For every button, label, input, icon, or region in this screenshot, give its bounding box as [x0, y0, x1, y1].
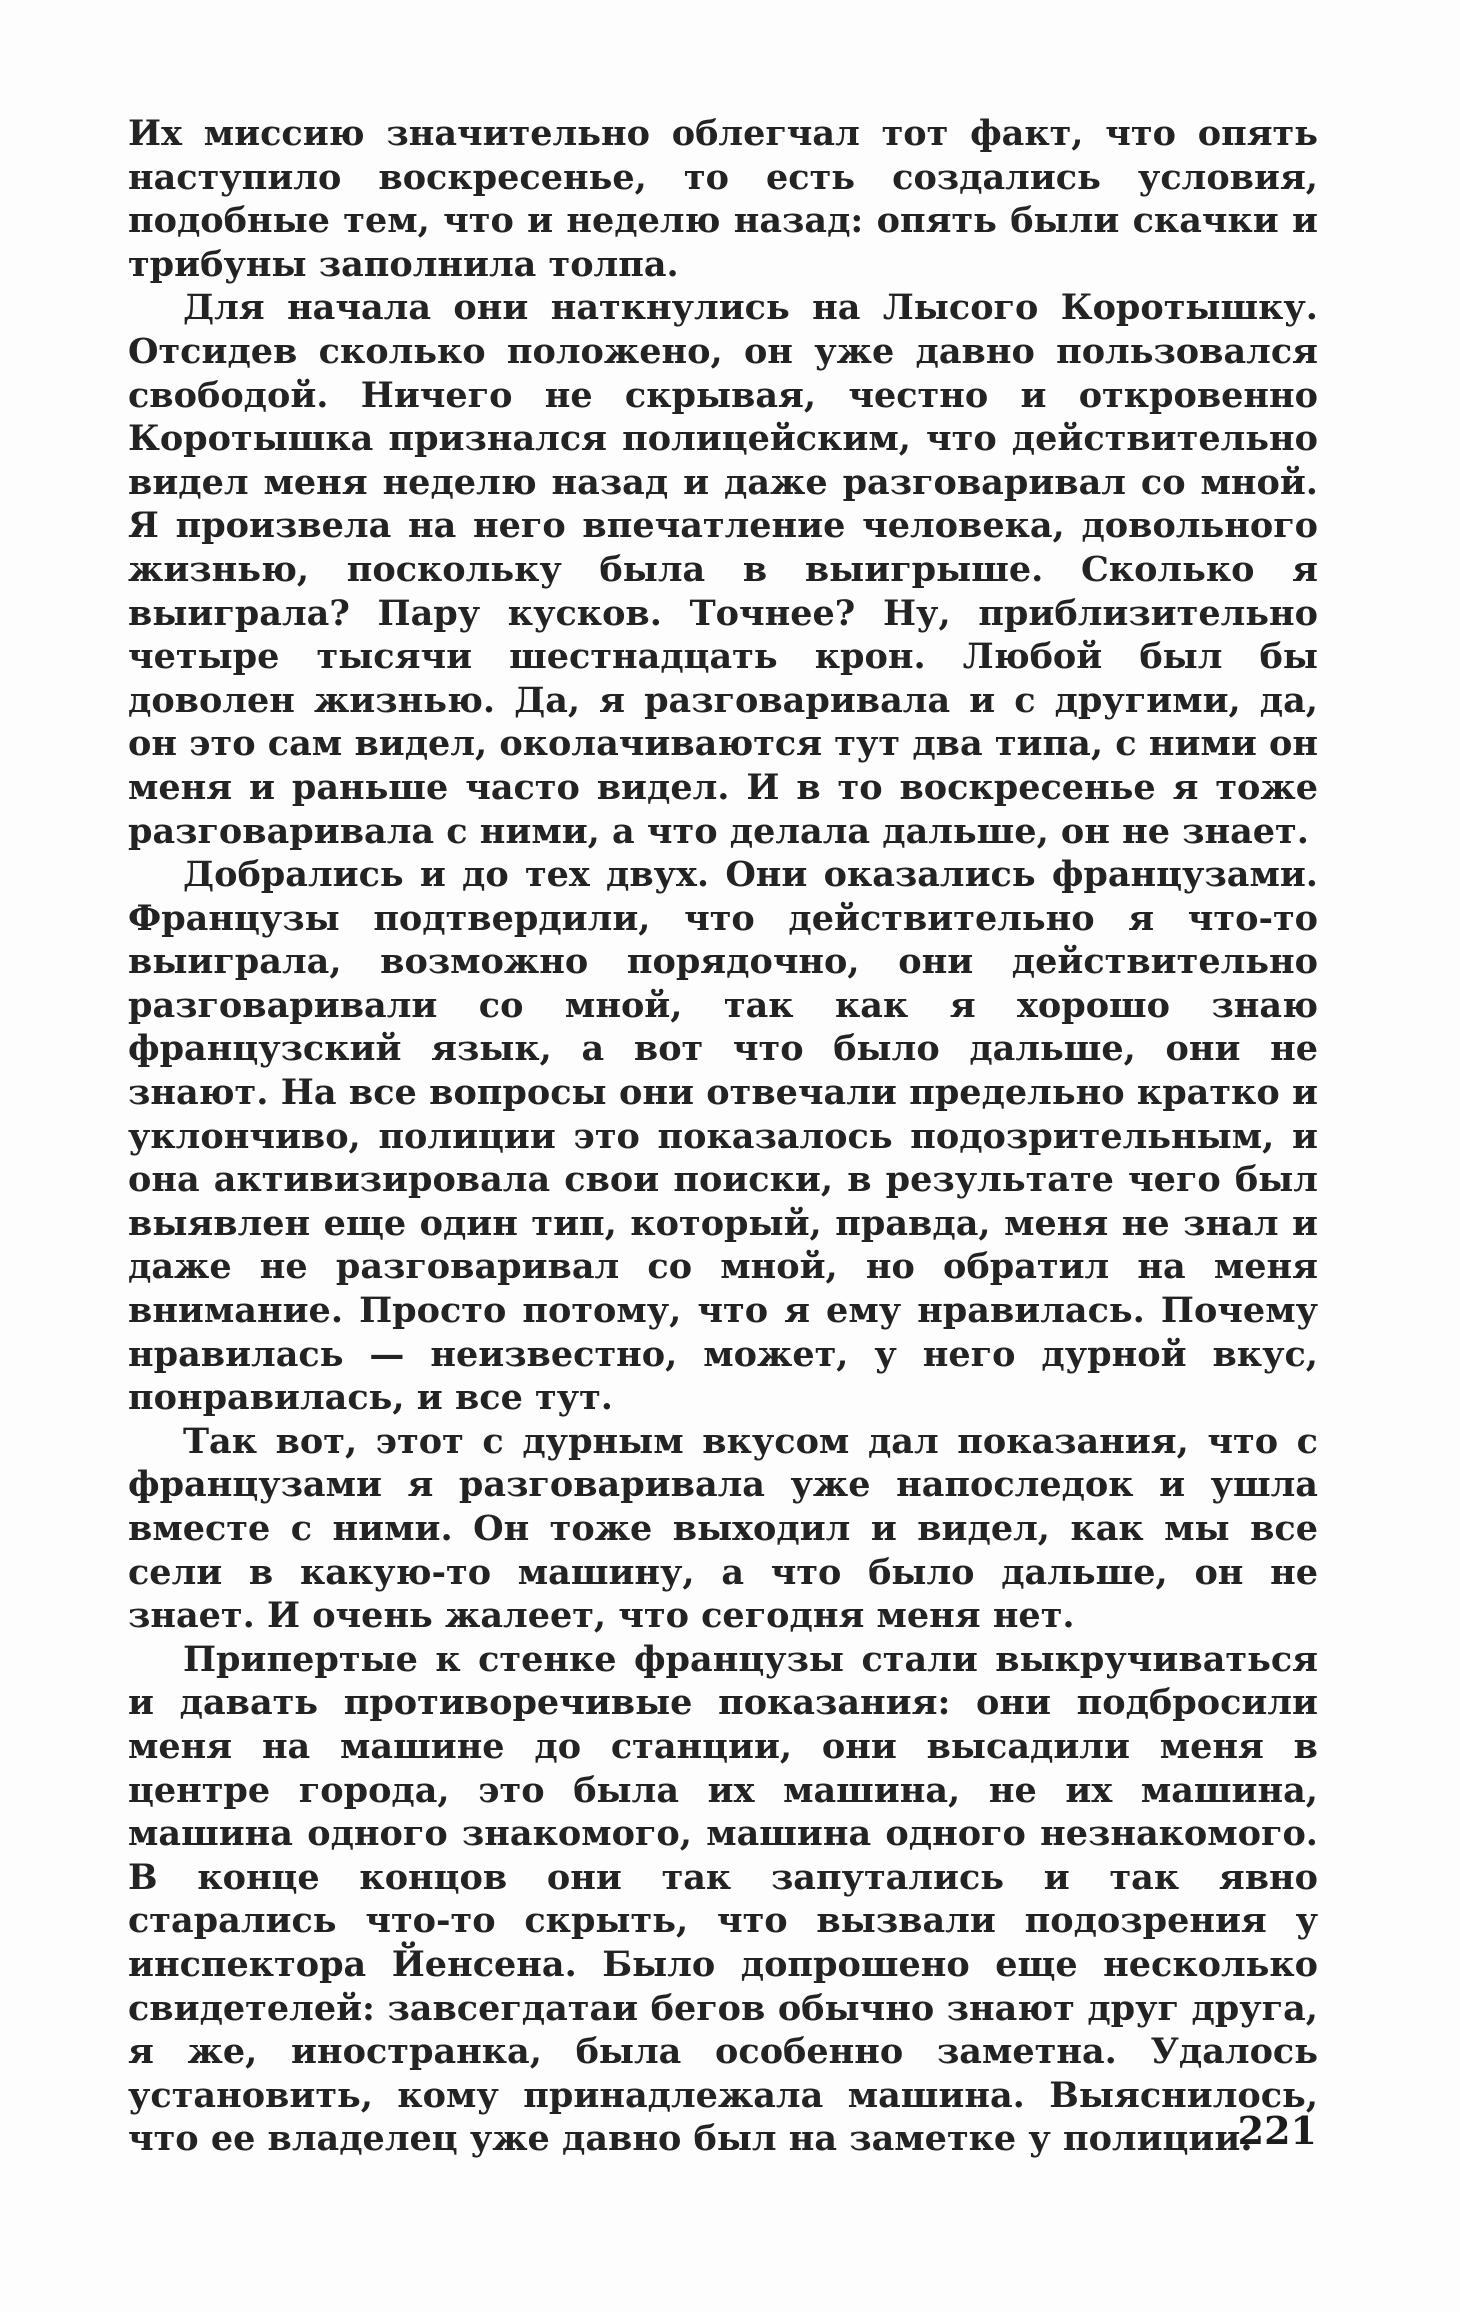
- paragraph-1: Их миссию значительно облегчал тот факт, что опять наступило воскресенье, то есть создались условия, подобные тем, что и неделю назад: опять были скачки и трибуны заполнила толпа.: [128, 113, 1318, 285]
- paragraph-4: Так вот, этот с дурным вкусом дал показания, что с французами я разговаривала уже напоследок и ушла вместе с ними. Он тоже выходил и видел, как мы все сели в какую-то машину, а что было дальше, он не знает. И очень жалеет, что сегодня меня нет.: [128, 1420, 1318, 1637]
- body-text: [128, 112, 1318, 2161]
- paragraph-2: Для начала они наткнулись на Лысого Коротышку. Отсидев сколько положено, он уже давно пользовался свободой. Ничего не скрывая, честно и откровенно Коротышка признался полицейским, что действительно видел меня неделю назад и даже разговаривал со мной. Я произвела на него впечатление человека, довольного жизнью, поскольку была в выигрыше. Сколько я выиграла? Пару кусков. Точнее? Ну, приблизительно четыре тысячи шестнадцать крон. Любой был бы доволен жизнью. Да, я разговаривала и с другими, да, он это сам видел, околачиваются тут два типа, с ними он меня и раньше часто видел. И в то воскресенье я тоже разговаривала с ними, а что делала дальше, он не знает.: [128, 287, 1318, 852]
- page-number: 221: [1237, 2108, 1317, 2153]
- paragraph-5: Припертые к стенке французы стали выкручиваться и давать противоречивые показания: они подбросили меня на машине до станции, они высадили меня в центре города, это была их машина, не их машина, машина одного знакомого, машина одного незнакомого. В конце концов они так запутались и так явно старались что-то скрыть, что вызвали подозрения у инспектора Йенсена. Было допрошено еще несколько свидетелей: завсегдатаи бегов обычно знают друг друга, я же, иностранка, была особенно заметна. Удалось установить, кому принадлежала машина. Выяснилось, что ее владелец уже давно был на заметке у полиции.: [128, 1638, 1318, 2160]
- paragraph-3: Добрались и до тех двух. Они оказались французами. Французы подтвердили, что действительно я что-то выиграла, возможно порядочно, они действительно разговаривали со мной, так как я хорошо знаю французский язык, а вот что было дальше, они не знают. На все вопросы они отвечали предельно кратко и уклончиво, полиции это показалось подозрительным, и она активизировала свои поиски, в результате чего был выявлен еще один тип, который, правда, меня не знал и даже не разговаривал со мной, но обратил на меня внимание. Просто потому, что я ему нравилась. Почему нравилась — неизвестно, может, у него дурной вкус, понравилась, и все тут.: [128, 854, 1318, 1419]
